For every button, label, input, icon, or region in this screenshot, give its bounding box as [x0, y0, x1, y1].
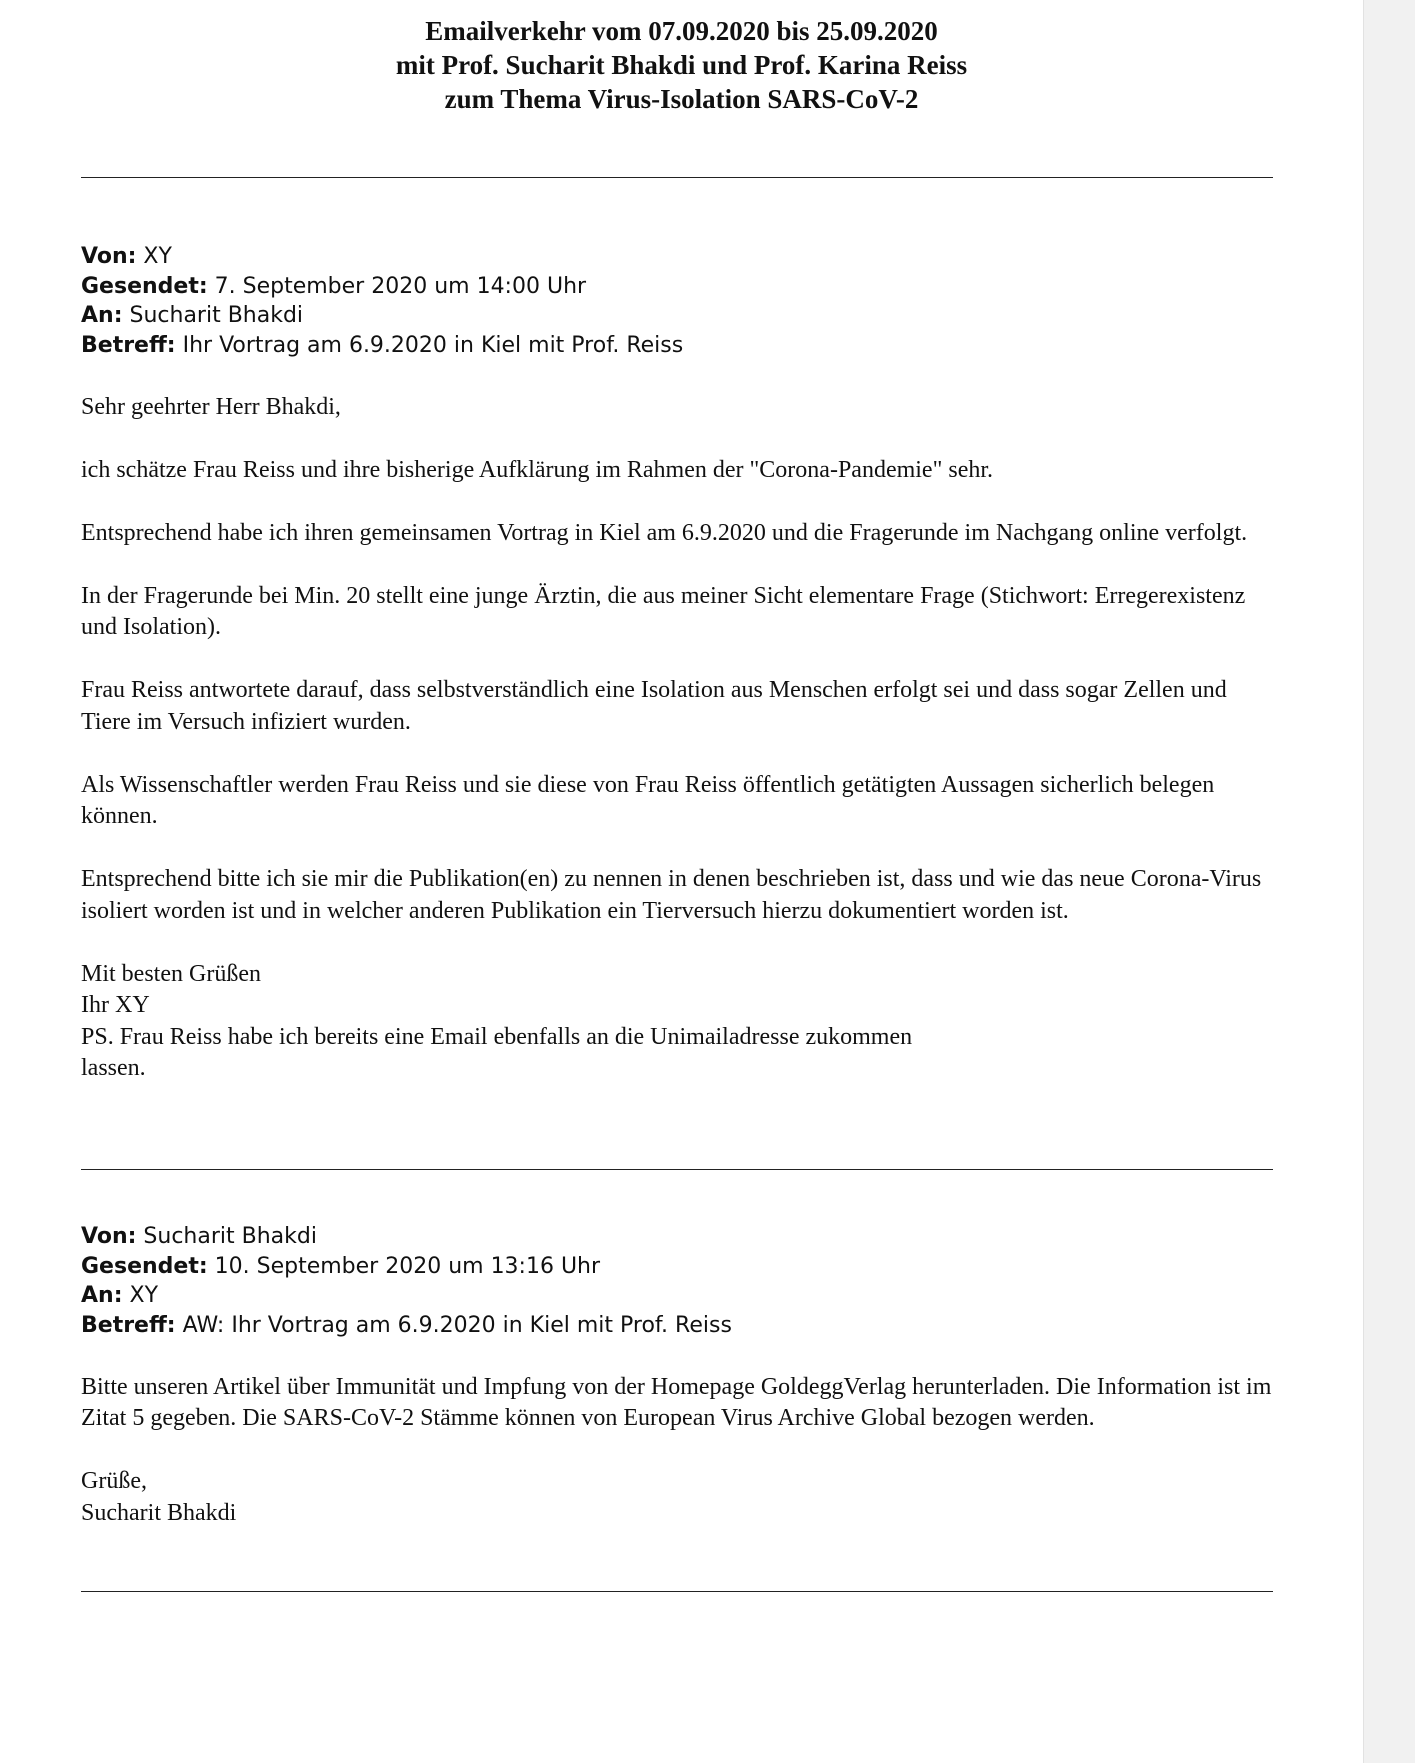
- to-label: An:: [81, 1283, 123, 1308]
- sent-value: 10. September 2020 um 13:16 Uhr: [214, 1253, 601, 1279]
- separator-rule: [81, 1591, 1273, 1592]
- subject-label: Betreff:: [81, 332, 176, 358]
- sent-label: Gesendet:: [81, 273, 208, 299]
- email-message: [81, 1222, 1281, 1529]
- subject-value: Ihr Vortrag am 6.9.2020 in Kiel mit Prof. Reiss: [182, 332, 684, 358]
- closing-block: [81, 959, 1281, 1085]
- to-line: [81, 1281, 1281, 1311]
- postscript-line: lassen.: [81, 1055, 146, 1081]
- postscript-line: PS. Frau Reiss habe ich bereits eine Email ebenfalls an die Unimailadresse zukommen: [81, 1023, 913, 1050]
- from-value: Sucharit Bhakdi: [143, 1224, 317, 1249]
- title-line: zum Thema Virus-Isolation SARS-CoV-2: [444, 84, 919, 114]
- sent-line: [81, 272, 1281, 302]
- document-title: [0, 14, 1363, 116]
- sent-value: 7. September 2020 um 14:00 Uhr: [214, 273, 587, 299]
- signature-line: Ihr XY: [81, 992, 150, 1018]
- to-line: [81, 301, 1281, 331]
- title-line: Emailverkehr vom 07.09.2020 bis 25.09.2020: [425, 16, 938, 46]
- body-paragraph: Als Wissenschaftler werden Frau Reiss und sie diese von Frau Reiss öffentlich getätigten Aussagen sicherlich belegen können.: [81, 771, 1215, 829]
- body-paragraph: ich schätze Frau Reiss und ihre bisherige Aufklärung im Rahmen der "Corona-Pandemie" sehr.: [81, 456, 994, 483]
- body-paragraph: Entsprechend bitte ich sie mir die Publikation(en) zu nennen in denen beschrieben ist, dass und wie das neue Corona-Virus isoliert worden ist und in welcher anderen Publikation ein Tierversuch hierzu dokumentiert worden ist.: [81, 866, 1262, 924]
- separator-rule: [81, 177, 1273, 178]
- body-paragraph: Bitte unseren Artikel über Immunität und Impfung von der Homepage GoldeggVerlag herunterladen. Die Information ist im Zitat 5 gegeben. Die SARS-CoV-2 Stämme können von European Virus Archive Global bezogen werden.: [81, 1373, 1272, 1431]
- to-value: XY: [129, 1283, 159, 1308]
- closing-block: [81, 1466, 1281, 1529]
- email-header: [81, 1222, 1281, 1340]
- closing-line: Grüße,: [81, 1468, 147, 1494]
- from-label: Von:: [81, 244, 137, 269]
- subject-label: Betreff:: [81, 1312, 176, 1338]
- subject-value: AW: Ihr Vortrag am 6.9.2020 in Kiel mit Prof. Reiss: [182, 1312, 732, 1338]
- body-paragraph: Frau Reiss antwortete darauf, dass selbstverständlich eine Isolation aus Menschen erfolgt sei und dass sogar Zellen und Tiere im Versuch infiziert wurden.: [81, 677, 1227, 735]
- closing-line: Mit besten Grüßen: [81, 960, 261, 987]
- body-paragraph: Entsprechend habe ich ihren gemeinsamen Vortrag in Kiel am 6.9.2020 und die Fragerunde im Nachgang online verfolgt.: [81, 519, 1248, 546]
- to-value: Sucharit Bhakdi: [129, 303, 304, 328]
- greeting: Sehr geehrter Herr Bhakdi,: [81, 393, 341, 420]
- email-body: [81, 392, 1281, 1085]
- subject-line: [81, 331, 1281, 361]
- sent-label: Gesendet:: [81, 1253, 208, 1279]
- signature-line: Sucharit Bhakdi: [81, 1499, 237, 1526]
- body-paragraph: In der Fragerunde bei Min. 20 stellt eine junge Ärztin, die aus meiner Sicht elementare Frage (Stichwort: Erregerexistenz und Isolation).: [81, 582, 1246, 640]
- to-label: An:: [81, 303, 123, 328]
- separator-rule: [81, 1169, 1273, 1170]
- from-line: [81, 242, 1281, 272]
- subject-line: [81, 1311, 1281, 1341]
- from-label: Von:: [81, 1224, 137, 1249]
- title-line: mit Prof. Sucharit Bhakdi und Prof. Karina Reiss: [395, 50, 968, 80]
- email-message: [81, 242, 1281, 1085]
- viewer-scroll-area[interactable]: [1363, 0, 1415, 1763]
- email-body: [81, 1372, 1281, 1530]
- from-value: XY: [143, 244, 172, 269]
- from-line: [81, 1222, 1281, 1252]
- email-header: [81, 242, 1281, 360]
- sent-line: [81, 1252, 1281, 1282]
